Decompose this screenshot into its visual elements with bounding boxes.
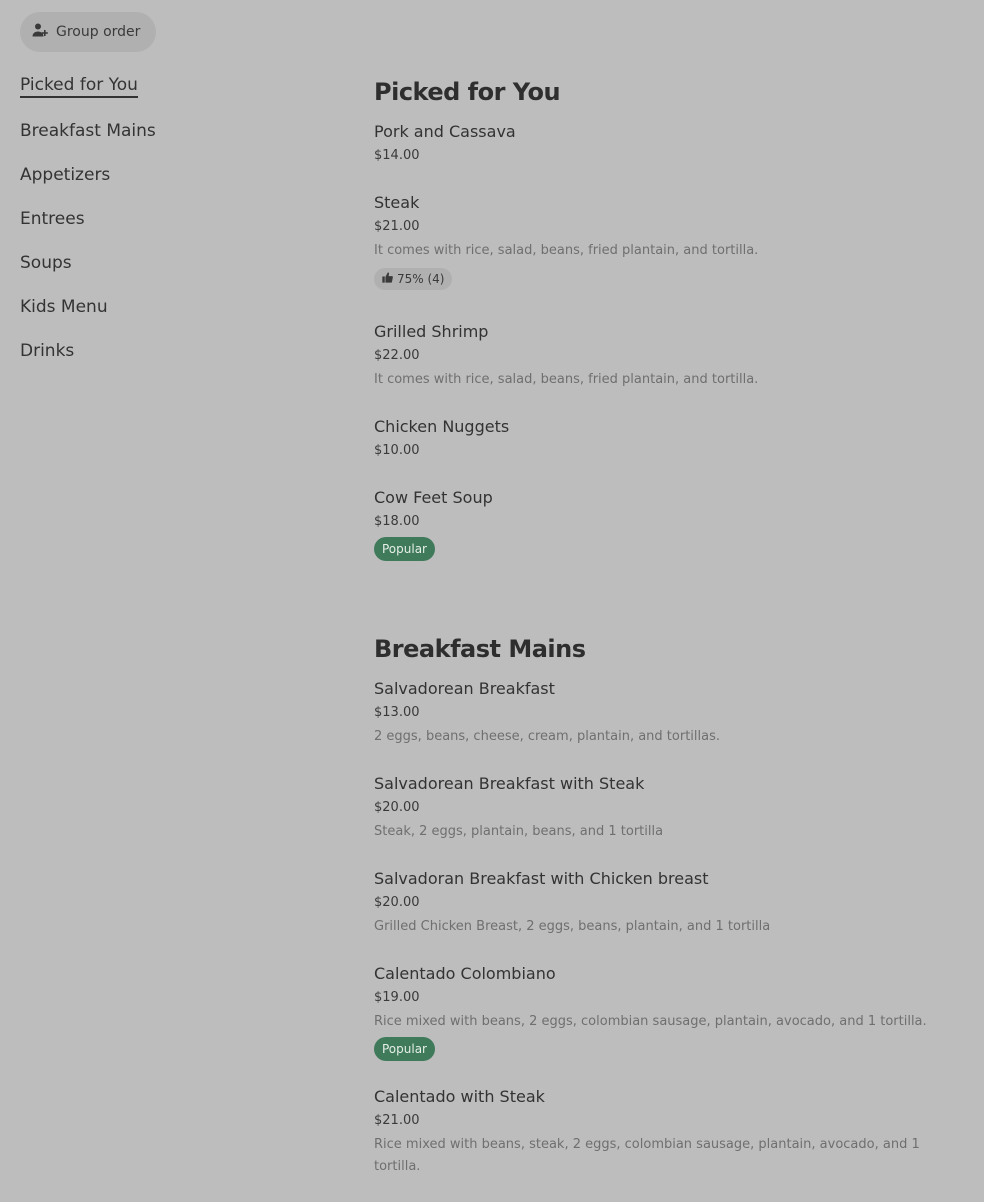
item-price: $20.00 bbox=[374, 800, 420, 815]
item-price: $22.00 bbox=[374, 348, 420, 363]
menu-item[interactable] bbox=[374, 962, 964, 1061]
item-name: Pork and Cassava bbox=[374, 122, 516, 141]
sidebar-item-label: Soups bbox=[20, 253, 72, 273]
sidebar-item-kids-menu[interactable] bbox=[20, 294, 320, 338]
sidebar-item-label: Picked for You bbox=[20, 75, 138, 98]
sidebar-item-breakfast-mains[interactable] bbox=[20, 118, 320, 162]
item-name: Grilled Shrimp bbox=[374, 322, 489, 341]
menu-section-breakfast-mains bbox=[374, 629, 964, 1178]
rating-badge bbox=[374, 268, 452, 290]
item-price: $21.00 bbox=[374, 219, 420, 234]
sidebar-item-label: Appetizers bbox=[20, 165, 111, 185]
sidebar-item-drinks[interactable] bbox=[20, 338, 320, 382]
category-sidebar bbox=[20, 72, 320, 382]
menu-item[interactable] bbox=[374, 867, 964, 938]
item-price: $20.00 bbox=[374, 895, 420, 910]
sidebar-item-appetizers[interactable] bbox=[20, 162, 320, 206]
item-description: 2 eggs, beans, cheese, cream, plantain, and tortillas. bbox=[374, 729, 720, 744]
item-description: It comes with rice, salad, beans, fried plantain, and tortilla. bbox=[374, 372, 759, 387]
menu-item[interactable] bbox=[374, 320, 964, 391]
item-name: Calentado with Steak bbox=[374, 1087, 545, 1106]
item-name: Chicken Nuggets bbox=[374, 417, 510, 436]
item-name: Calentado Colombiano bbox=[374, 964, 556, 983]
item-price: $10.00 bbox=[374, 443, 420, 458]
item-price: $21.00 bbox=[374, 1113, 420, 1128]
item-name: Salvadorean Breakfast with Steak bbox=[374, 774, 645, 793]
item-description: Grilled Chicken Breast, 2 eggs, beans, plantain, and 1 tortilla bbox=[374, 919, 771, 934]
add-person-icon bbox=[32, 22, 48, 42]
group-order-button[interactable] bbox=[20, 12, 156, 52]
item-price: $13.00 bbox=[374, 705, 420, 720]
item-description: Rice mixed with beans, 2 eggs, colombian sausage, plantain, avocado, and 1 tortilla. bbox=[374, 1014, 927, 1029]
item-price: $18.00 bbox=[374, 514, 420, 529]
thumbs-up-icon bbox=[382, 272, 393, 286]
popular-badge: Popular bbox=[374, 1037, 435, 1061]
sidebar-item-soups[interactable] bbox=[20, 250, 320, 294]
menu-section-picked-for-you bbox=[374, 72, 964, 561]
menu-item[interactable] bbox=[374, 677, 964, 748]
section-title: Breakfast Mains bbox=[374, 635, 586, 663]
group-order-label: Group order bbox=[56, 24, 141, 40]
section-title: Picked for You bbox=[374, 78, 561, 106]
menu-item[interactable] bbox=[374, 120, 964, 167]
sidebar-item-label: Entrees bbox=[20, 209, 85, 229]
item-price: $14.00 bbox=[374, 148, 420, 163]
sidebar-item-picked-for-you[interactable] bbox=[20, 72, 320, 118]
rating-text: 75% (4) bbox=[397, 272, 445, 286]
menu-item[interactable] bbox=[374, 486, 964, 561]
item-description: Rice mixed with beans, steak, 2 eggs, colombian sausage, plantain, avocado, and 1 tortilla. bbox=[374, 1137, 920, 1174]
menu-item[interactable] bbox=[374, 415, 964, 462]
sidebar-item-label: Breakfast Mains bbox=[20, 121, 156, 141]
sidebar-item-label: Drinks bbox=[20, 341, 75, 361]
item-name: Salvadoran Breakfast with Chicken breast bbox=[374, 869, 709, 888]
menu-item[interactable] bbox=[374, 191, 964, 290]
popular-badge: Popular bbox=[374, 537, 435, 561]
sidebar-item-entrees[interactable] bbox=[20, 206, 320, 250]
sidebar-item-label: Kids Menu bbox=[20, 297, 108, 317]
item-name: Cow Feet Soup bbox=[374, 488, 493, 507]
item-description: It comes with rice, salad, beans, fried plantain, and tortilla. bbox=[374, 243, 759, 258]
item-description: Steak, 2 eggs, plantain, beans, and 1 tortilla bbox=[374, 824, 664, 839]
menu-content bbox=[374, 72, 964, 1202]
menu-item[interactable] bbox=[374, 772, 964, 843]
item-price: $19.00 bbox=[374, 990, 420, 1005]
item-name: Salvadorean Breakfast bbox=[374, 679, 555, 698]
item-name: Steak bbox=[374, 193, 420, 212]
menu-item[interactable] bbox=[374, 1085, 964, 1178]
